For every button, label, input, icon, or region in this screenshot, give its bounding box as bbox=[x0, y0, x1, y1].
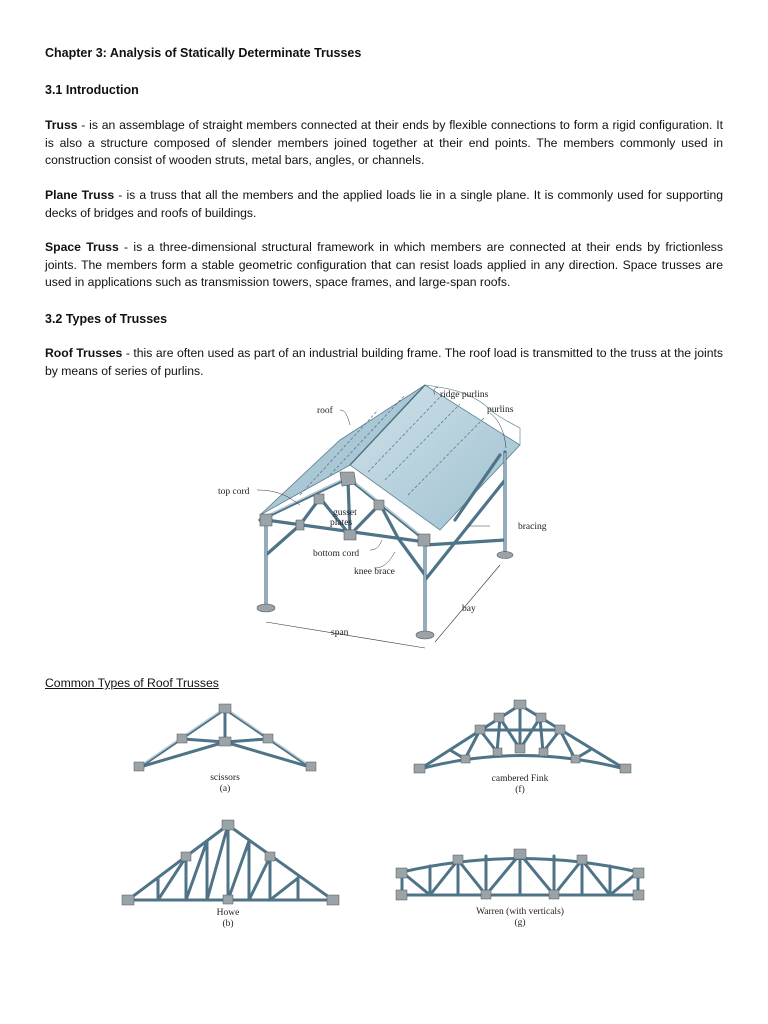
term-roof-trusses: Roof Trusses bbox=[45, 346, 123, 360]
roof-trusses-definition bbox=[45, 345, 723, 380]
scissors-truss-figure bbox=[120, 697, 340, 797]
truss-definition-text: - is an assemblage of straight members connected at their ends by flexible connections to form a rigid configuration. It is also a structure composed of slender members joined together at their end points. The members commonly used in construction consist of wooden struts, metal bars, angles, or channels. bbox=[45, 118, 723, 167]
label-knee-brace: knee brace bbox=[354, 567, 395, 577]
warren-truss-figure bbox=[390, 840, 650, 935]
plane-truss-definition-text: - is a truss that all the members and the applied loads lie in a single plane. It is commonly used for supporting decks of bridges and roofs of buildings. bbox=[45, 188, 723, 220]
label-plates: plates bbox=[330, 518, 353, 528]
cambered-fink-truss-figure bbox=[405, 697, 645, 797]
howe-truss-figure bbox=[118, 815, 348, 935]
label-ridge-purlins: ridge purlins bbox=[440, 390, 489, 400]
label-top-cord: top cord bbox=[218, 487, 250, 497]
truss-definition bbox=[45, 117, 723, 170]
label-purlins: purlins bbox=[487, 405, 514, 415]
caption-warren-letter: (g) bbox=[514, 918, 526, 928]
label-gusset: gusset bbox=[333, 508, 357, 518]
label-roof: roof bbox=[317, 406, 333, 416]
caption-howe-letter: (b) bbox=[222, 919, 234, 929]
space-truss-definition bbox=[45, 239, 723, 292]
term-plane-truss: Plane Truss bbox=[45, 188, 115, 202]
section-title-introduction: 3.1 Introduction bbox=[45, 83, 139, 97]
label-bottom-cord: bottom cord bbox=[313, 549, 360, 559]
roof-truss-building-figure bbox=[200, 380, 570, 655]
chapter-title: Chapter 3: Analysis of Statically Determinate Trusses bbox=[45, 46, 362, 60]
label-span: span bbox=[331, 628, 349, 638]
caption-howe: Howe bbox=[216, 908, 240, 918]
common-types-heading: Common Types of Roof Trusses bbox=[45, 676, 219, 690]
plane-truss-definition bbox=[45, 187, 723, 222]
term-truss: Truss bbox=[45, 118, 78, 132]
section-title-types-of-trusses: 3.2 Types of Trusses bbox=[45, 312, 168, 326]
caption-scissors-letter: (a) bbox=[219, 784, 231, 794]
caption-cambered-fink: cambered Fink bbox=[491, 774, 549, 784]
caption-cambered-fink-letter: (f) bbox=[515, 785, 525, 795]
roof-trusses-definition-text: - this are often used as part of an industrial building frame. The roof load is transmitted to the truss at the joints by means of series of purlins. bbox=[45, 346, 723, 378]
space-truss-definition-text: - is a three-dimensional structural framework in which members are connected at their ends by frictionless joints. The members form a stable geometric configuration that can resist loads applied in any direction. Space trusses are used in applications such as transmission towers, space frames, and large-span roofs. bbox=[45, 240, 723, 289]
caption-scissors: scissors bbox=[210, 773, 240, 783]
label-bracing: bracing bbox=[518, 522, 547, 532]
label-bay: bay bbox=[462, 604, 476, 614]
term-space-truss: Space Truss bbox=[45, 240, 119, 254]
caption-warren: Warren (with verticals) bbox=[476, 907, 564, 917]
